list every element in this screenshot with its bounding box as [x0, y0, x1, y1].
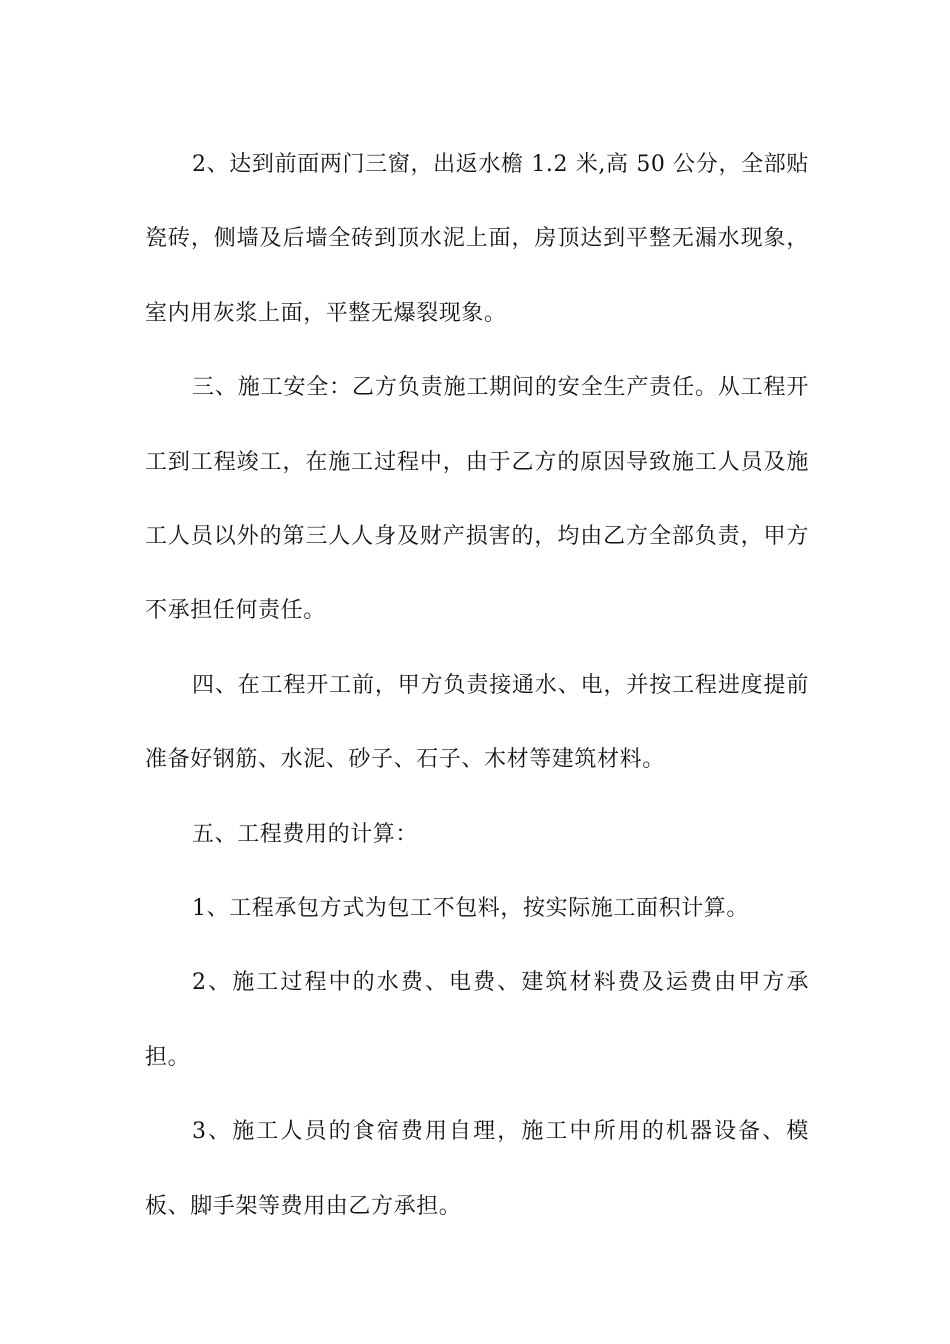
paragraph-worker-expenses: 3、施工人员的食宿费用自理，施工中所用的机器设备、模板、脚手架等费用由乙方承担。 — [145, 1119, 809, 1219]
paragraph-utility-costs: 2、施工过程中的水费、电费、建筑材料费及运费由甲方承担。 — [145, 970, 809, 1070]
document-body — [145, 128, 809, 1244]
paragraph-cost-heading: 五、工程费用的计算： — [192, 821, 419, 847]
paragraph-construction-safety: 三、施工安全：乙方负责施工期间的安全生产责任。从工程开工到工程竣工，在施工过程中，由于乙方的原因导致施工人员及施工人员以外的第三人人身及财产损害的，均由乙方全部负责，甲方不承担任何责任。 — [145, 375, 809, 624]
paragraph-utilities-materials: 四、在工程开工前，甲方负责接通水、电，并按工程进度提前准备好钢筋、水泥、砂子、石子、木材等建筑材料。 — [145, 672, 809, 773]
paragraph-appearance-requirements: 2、达到前面两门三窗，出返水檐 1.2 米,高 50 公分，全部贴瓷砖，侧墙及后墙全砖到顶水泥上面，房顶达到平整无漏水现象，室内用灰浆上面，平整无爆裂现象。 — [145, 152, 809, 326]
paragraph-contract-method: 1、工程承包方式为包工不包料，按实际施工面积计算。 — [192, 896, 749, 922]
